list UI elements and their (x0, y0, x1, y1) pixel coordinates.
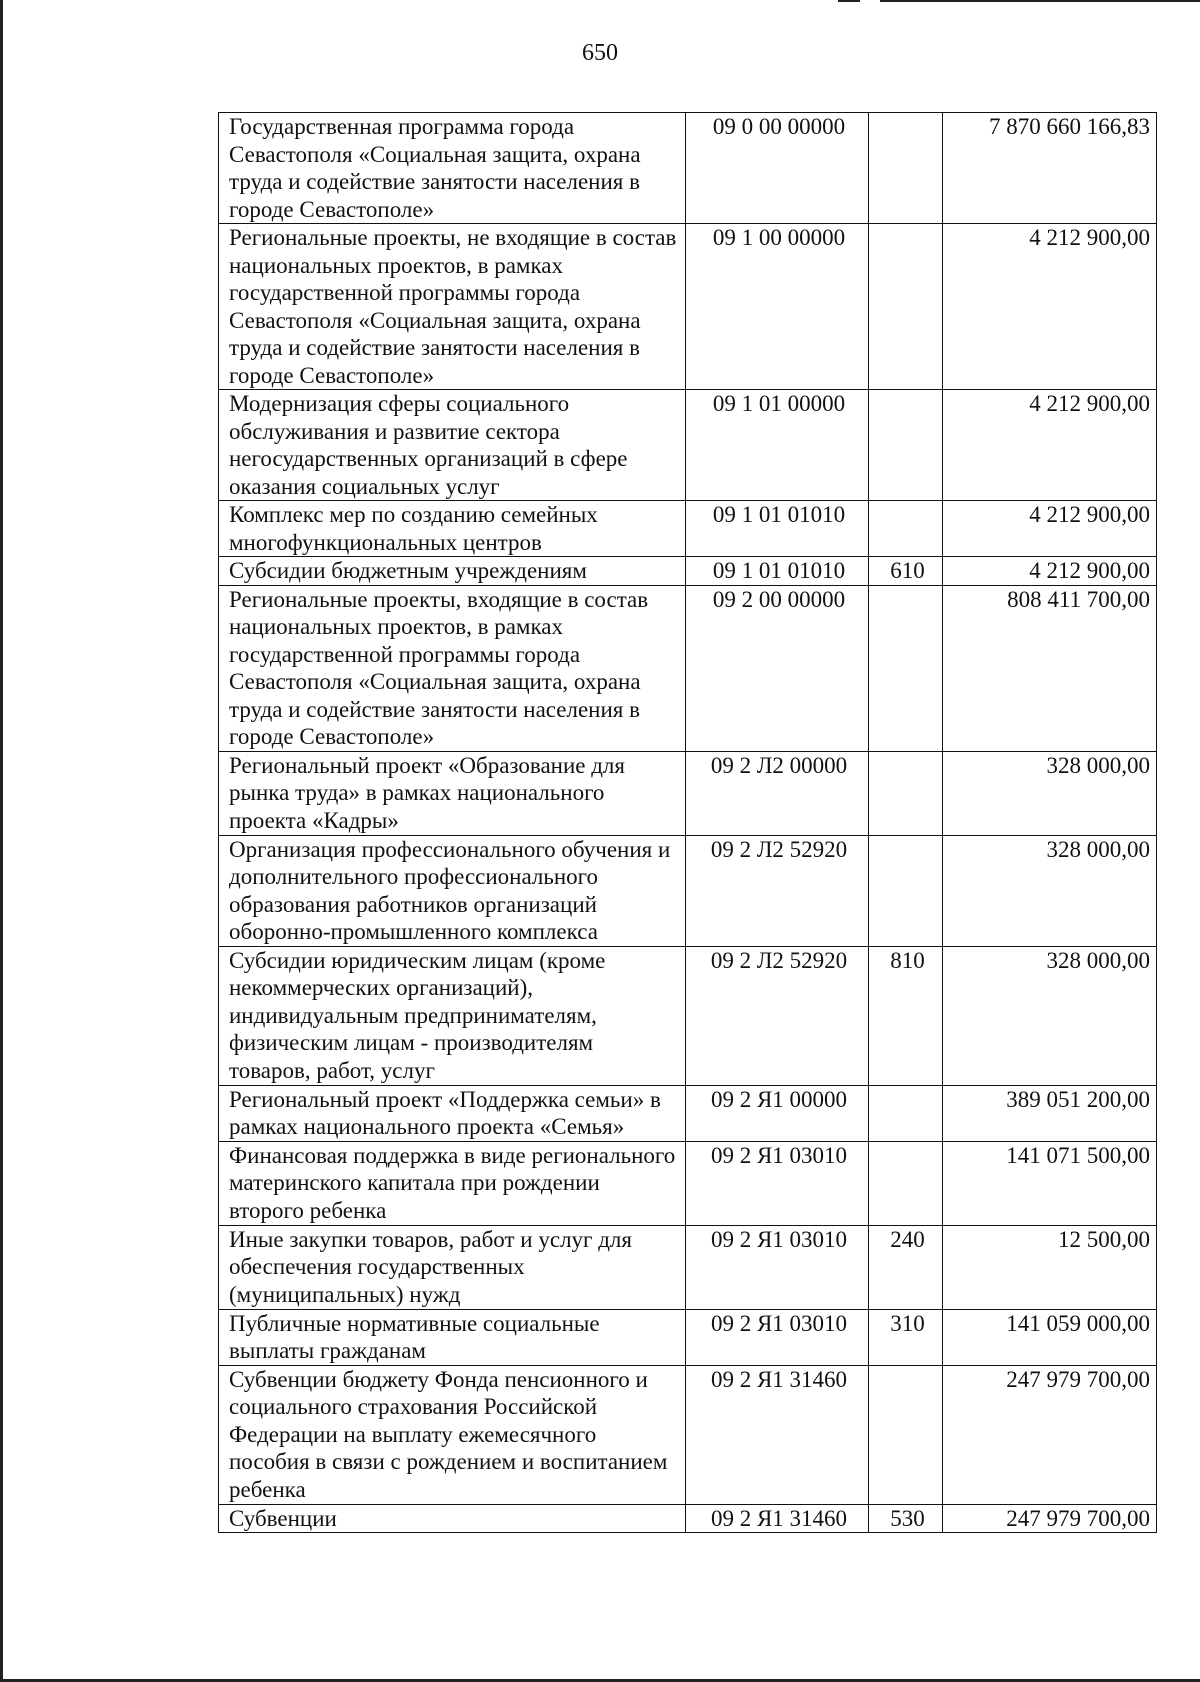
table-row (219, 585, 1157, 751)
row-expense-type (869, 835, 943, 946)
row-name: Публичные нормативные социальные выплаты гражданам (219, 1309, 686, 1365)
table-row (219, 1141, 1157, 1225)
row-expense-type (869, 1365, 943, 1504)
row-expense-type (869, 1085, 943, 1141)
table-row (219, 946, 1157, 1085)
table-row (219, 835, 1157, 946)
table-row (219, 1365, 1157, 1504)
row-amount: 141 071 500,00 (943, 1141, 1157, 1225)
table-row (219, 1225, 1157, 1309)
row-name: Организация профессионального обучения и дополнительного профессионального образования работников организаций оборонно-промышленного комплекса (219, 835, 686, 946)
row-code: 09 1 01 00000 (686, 390, 869, 501)
row-code: 09 2 00 00000 (686, 585, 869, 751)
row-expense-type (869, 1141, 943, 1225)
row-name: Региональные проекты, входящие в состав национальных проектов, в рамках государственной программы города Севастополя «Социальная защита, охрана труда и содействие занятости населения в городе Севастополе» (219, 585, 686, 751)
row-amount: 7 870 660 166,83 (943, 113, 1157, 224)
row-expense-type: 530 (869, 1504, 943, 1533)
row-expense-type: 610 (869, 557, 943, 586)
row-name: Региональный проект «Образование для рынка труда» в рамках национального проекта «Кадры» (219, 751, 686, 835)
table-row (219, 557, 1157, 586)
row-expense-type (869, 390, 943, 501)
row-amount: 4 212 900,00 (943, 224, 1157, 390)
budget-table (218, 112, 1157, 1533)
table-row (219, 113, 1157, 224)
row-amount: 328 000,00 (943, 946, 1157, 1085)
row-amount: 328 000,00 (943, 751, 1157, 835)
table-row (219, 1309, 1157, 1365)
table-row (219, 1504, 1157, 1533)
row-code: 09 2 Л2 52920 (686, 835, 869, 946)
row-expense-type (869, 751, 943, 835)
row-code: 09 2 Я1 31460 (686, 1365, 869, 1504)
row-name: Субсидии бюджетным учреждениям (219, 557, 686, 586)
row-expense-type (869, 501, 943, 557)
row-code: 09 2 Я1 03010 (686, 1225, 869, 1309)
row-expense-type (869, 224, 943, 390)
row-expense-type: 240 (869, 1225, 943, 1309)
row-amount: 4 212 900,00 (943, 557, 1157, 586)
table-row (219, 224, 1157, 390)
table-row (219, 501, 1157, 557)
scan-border-left (0, 0, 3, 1682)
scan-border-top-short (838, 0, 860, 2)
row-amount: 247 979 700,00 (943, 1504, 1157, 1533)
row-expense-type (869, 585, 943, 751)
row-code: 09 1 00 00000 (686, 224, 869, 390)
row-name: Финансовая поддержка в виде регионального материнского капитала при рождении второго ребенка (219, 1141, 686, 1225)
row-code: 09 2 Я1 03010 (686, 1309, 869, 1365)
row-name: Государственная программа города Севастополя «Социальная защита, охрана труда и содействие занятости населения в городе Севастополе» (219, 113, 686, 224)
row-name: Региональные проекты, не входящие в состав национальных проектов, в рамках государственной программы города Севастополя «Социальная защита, охрана труда и содействие занятости населения в городе Севастополе» (219, 224, 686, 390)
row-name: Субвенции бюджету Фонда пенсионного и социального страхования Российской Федерации на выплату ежемесячного пособия в связи с рождением и воспитанием ребенка (219, 1365, 686, 1504)
row-expense-type: 310 (869, 1309, 943, 1365)
row-name: Комплекс мер по созданию семейных многофункциональных центров (219, 501, 686, 557)
row-expense-type (869, 113, 943, 224)
row-code: 09 2 Л2 52920 (686, 946, 869, 1085)
row-name: Региональный проект «Поддержка семьи» в рамках национального проекта «Семья» (219, 1085, 686, 1141)
row-code: 09 0 00 00000 (686, 113, 869, 224)
row-amount: 247 979 700,00 (943, 1365, 1157, 1504)
row-amount: 328 000,00 (943, 835, 1157, 946)
page-number: 650 (582, 40, 618, 66)
row-amount: 12 500,00 (943, 1225, 1157, 1309)
row-amount: 389 051 200,00 (943, 1085, 1157, 1141)
row-name: Иные закупки товаров, работ и услуг для обеспечения государственных (муниципальных) нужд (219, 1225, 686, 1309)
row-code: 09 2 Л2 00000 (686, 751, 869, 835)
row-code: 09 2 Я1 31460 (686, 1504, 869, 1533)
table-row (219, 390, 1157, 501)
row-code: 09 1 01 01010 (686, 501, 869, 557)
scan-border-top (880, 0, 1200, 2)
row-name: Субвенции (219, 1504, 686, 1533)
row-name: Модернизация сферы социального обслуживания и развитие сектора негосударственных организаций в сфере оказания социальных услуг (219, 390, 686, 501)
row-code: 09 2 Я1 00000 (686, 1085, 869, 1141)
row-code: 09 2 Я1 03010 (686, 1141, 869, 1225)
row-amount: 141 059 000,00 (943, 1309, 1157, 1365)
table-row (219, 751, 1157, 835)
row-code: 09 1 01 01010 (686, 557, 869, 586)
row-name: Субсидии юридическим лицам (кроме некоммерческих организаций), индивидуальным предпринимателям, физическим лицам - производителям товаров, работ, услуг (219, 946, 686, 1085)
row-expense-type: 810 (869, 946, 943, 1085)
table-row (219, 1085, 1157, 1141)
row-amount: 808 411 700,00 (943, 585, 1157, 751)
row-amount: 4 212 900,00 (943, 501, 1157, 557)
row-amount: 4 212 900,00 (943, 390, 1157, 501)
